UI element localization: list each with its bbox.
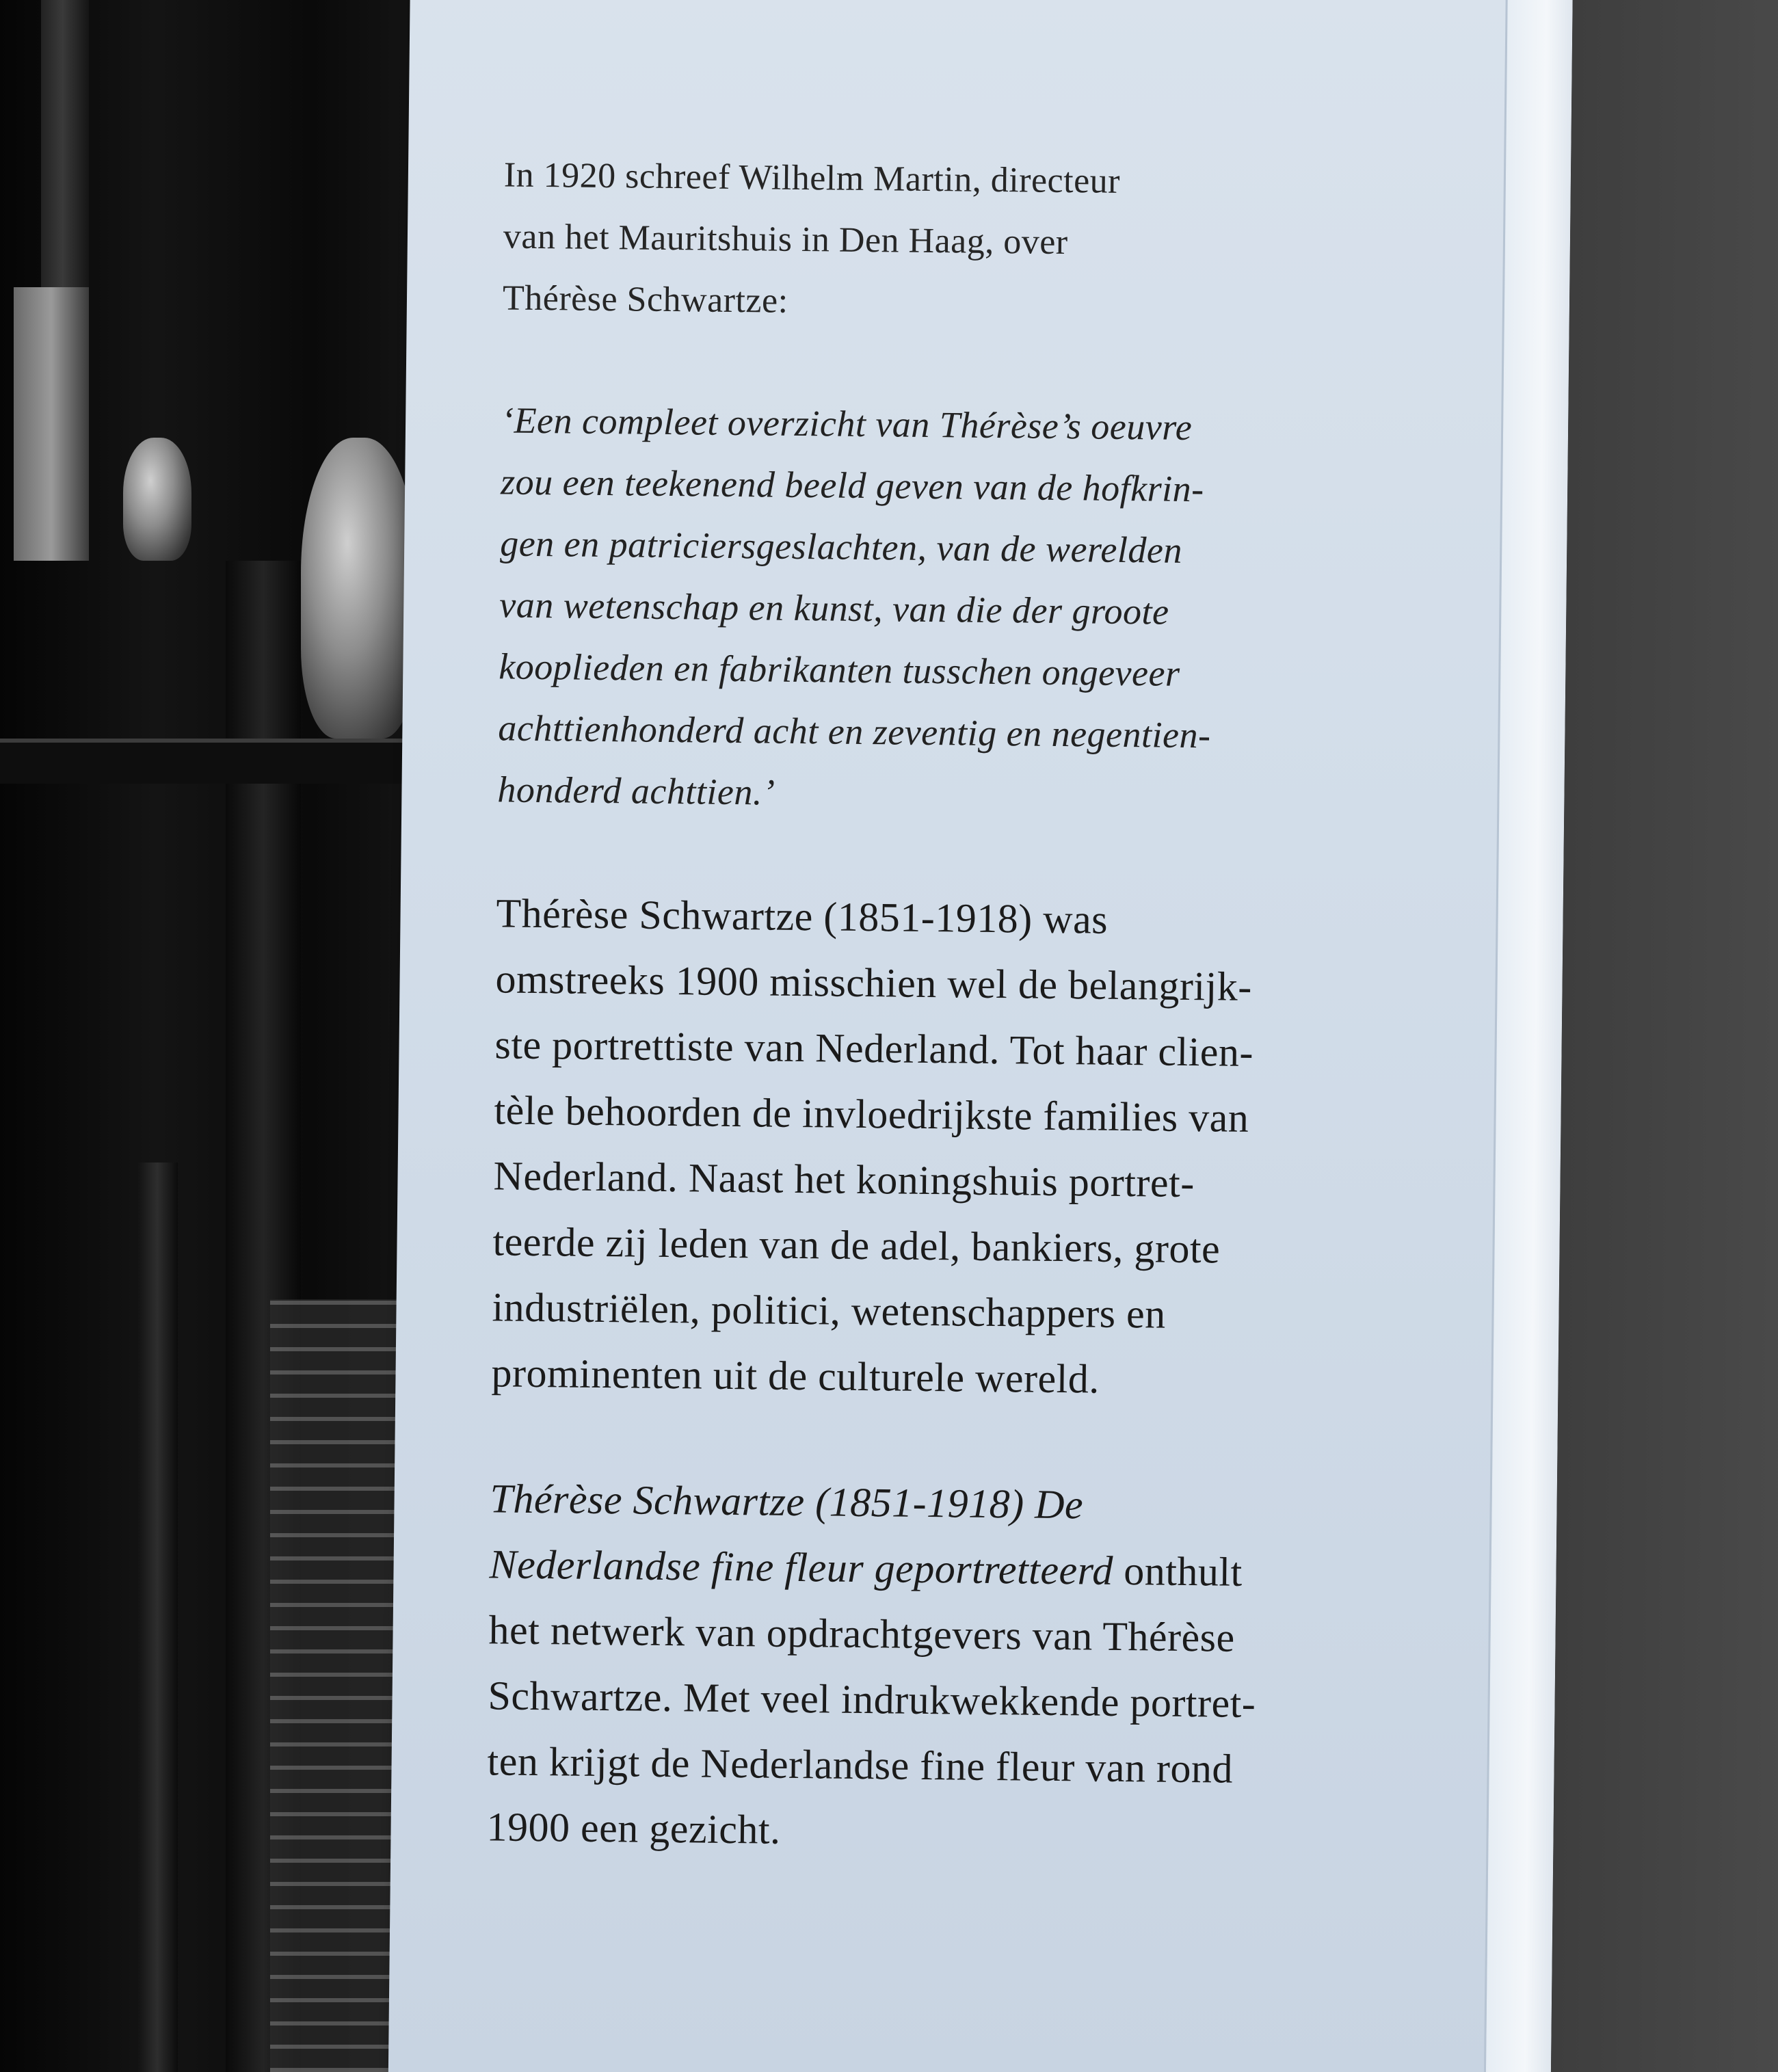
quote-paragraph bbox=[497, 389, 1391, 829]
closing-line: 1900 een gezicht. bbox=[486, 1804, 781, 1852]
closing-line: het netwerk van opdrachtgevers van Thérèse bbox=[488, 1607, 1236, 1660]
photo-brick-wall bbox=[270, 1299, 407, 2072]
quote-line: kooplieden en fabrikanten tusschen ongeveer bbox=[499, 646, 1180, 694]
quote-line: zou een teekenend beeld geven van de hofkrin- bbox=[500, 461, 1205, 510]
intro-paragraph bbox=[503, 144, 1394, 338]
closing-line: Schwartze. Met veel indrukwekkende portret- bbox=[488, 1673, 1256, 1727]
book-title-line: Nederlandse fine fleur geportretteerd bbox=[489, 1541, 1114, 1593]
body-line: Nederland. Naast het koningshuis portret- bbox=[493, 1153, 1195, 1206]
body-line: tèle behoorden de invloedrijkste families van bbox=[494, 1087, 1249, 1141]
intro-line: In 1920 schreef Wilhelm Martin, directeur bbox=[503, 155, 1121, 201]
closing-line: onthult bbox=[1113, 1548, 1243, 1595]
cover-text bbox=[486, 144, 1393, 1928]
photo-vase bbox=[123, 438, 191, 561]
quote-line: achttienhonderd acht en zeventig en negentien- bbox=[498, 707, 1211, 756]
quote-line: gen en patriciersgeslachten, van de werelden bbox=[499, 522, 1183, 571]
photo-vase bbox=[301, 438, 417, 739]
quote-line: honderd achttien.’ bbox=[497, 769, 775, 813]
table-surface bbox=[1550, 0, 1778, 2072]
photo-post bbox=[137, 1163, 178, 2072]
photo-post bbox=[14, 287, 89, 561]
body-line: prominenten uit de culturele wereld. bbox=[491, 1350, 1100, 1402]
book-title-line: Thérèse Schwartze (1851-1918) De bbox=[490, 1476, 1084, 1528]
quote-line: van wetenschap en kunst, van die der groote bbox=[499, 584, 1169, 633]
body-line: omstreeks 1900 misschien wel de belangrijk- bbox=[495, 956, 1253, 1009]
body-line: teerde zij leden van de adel, bankiers, grote bbox=[492, 1219, 1221, 1272]
quote-line: ‘Een compleet overzicht van Thérèse’s oeuvre bbox=[501, 399, 1193, 449]
intro-line: Thérèse Schwartze: bbox=[502, 278, 788, 321]
body-line: ste portrettiste van Nederland. Tot haar clien- bbox=[494, 1022, 1254, 1075]
closing-paragraph bbox=[486, 1465, 1379, 1869]
body-paragraph bbox=[491, 880, 1385, 1415]
book-back-cover bbox=[388, 0, 1573, 2072]
body-line: industriëlen, politici, wetenschappers en bbox=[492, 1284, 1167, 1337]
closing-line: ten krijgt de Nederlandse fine fleur van rond bbox=[487, 1738, 1234, 1792]
intro-line: van het Mauritshuis in Den Haag, over bbox=[503, 217, 1068, 263]
body-line: Thérèse Schwartze (1851-1918) was bbox=[496, 890, 1109, 942]
